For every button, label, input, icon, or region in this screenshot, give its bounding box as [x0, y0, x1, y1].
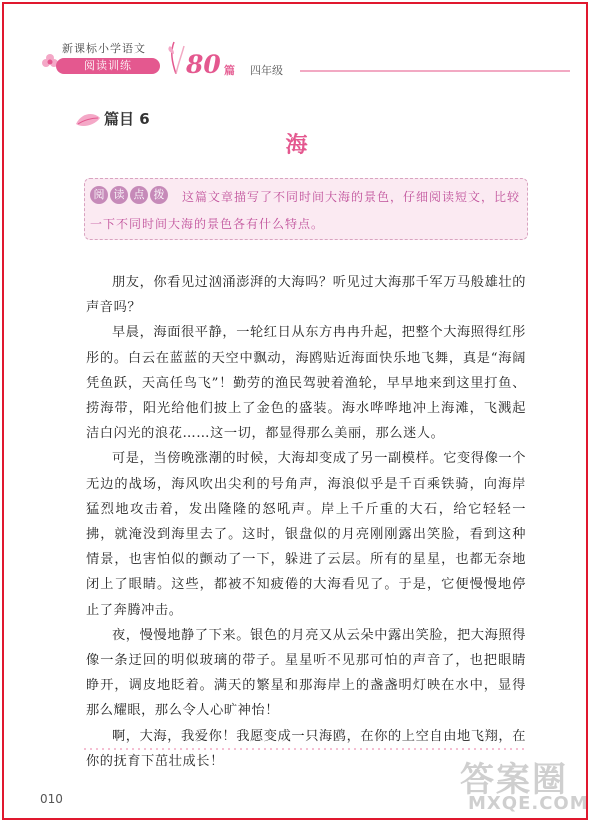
paragraph: 夜，慢慢地静了下来。银色的月亮又从云朵中露出笑脸，把大海照得像一条迂回的明似玻璃的带子。星星听不见那可怕的声音了，也把眼睛睁开，调皮地眨着。满天的繁星和那海岸上的盏盏明灯映在水中，显得那么耀眼，那么令人心旷神怡！ — [86, 627, 526, 719]
paragraph: 早晨，海面很平静，一轮红日从东方冉冉升起，把整个大海照得红彤彤的。白云在蓝蓝的天空中飘动，海鸥贴近海面快乐地飞舞，真是“海阔凭鱼跃，天高任鸟飞”！勤劳的渔民驾驶着渔轮，早早地来到这里打鱼、捞海带，阳光给他们披上了金色的盛装。海水哗哗地冲上海滩，飞溅起洁白闪光的浪花……这一切，都显得那么美丽，那么迷人。 — [86, 325, 526, 442]
article-title: 海 — [285, 133, 308, 158]
paragraph: 朋友，你看见过汹涌澎湃的大海吗？听见过大海那千军万马般雄壮的声音吗？ — [86, 275, 526, 316]
leaf-decoration-icon — [164, 40, 188, 74]
paragraph: 可是，当傍晚涨潮的时候，大海却变成了另一副模样。它变得像一个无边的战场，海风吹出尖利的号角声，海浪似乎是千百乘铁骑，向海岸猛烈地攻击着，发出隆隆的怒吼声。岸上千斤重的大石，给它轻轻一拂，就淹没到海里去了。这时，银盘似的月亮刚刚露出笑脸，看到这种情景，也害怕似的颤动了一下，躲进了云层。所有的星星，也都无奈地闭上了眼睛。这些，都被不知疲倦的大海看见了。于是，它便慢慢地停止了奔腾冲击。 — [86, 451, 526, 618]
book-unit: 篇 — [224, 64, 235, 77]
tip-badge: 点 — [130, 186, 148, 204]
series-title: 新课标小学语文 — [62, 42, 146, 55]
watermark-logo: 答案圈 — [460, 760, 568, 800]
tip-badge: 阅 — [90, 186, 108, 204]
watermark-url: MXQE.COM — [468, 793, 589, 814]
dotted-divider — [84, 744, 524, 754]
page-number: 010 — [40, 792, 63, 806]
header-divider — [300, 70, 570, 72]
leaf-icon — [74, 110, 102, 130]
tip-badge: 拨 — [150, 186, 168, 204]
section-label: 篇目 6 — [104, 110, 150, 128]
tip-badge: 读 — [110, 186, 128, 204]
paragraph: 啊，大海，我爱你！我愿变成一只海鸥，在你的上空自由地飞翔，在你的抚育下茁壮成长！ — [86, 728, 526, 769]
article-body — [86, 270, 526, 774]
subtitle-pill: 阅读训练 — [56, 58, 160, 74]
reading-tip-text: 这篇文章描写了不同时间大海的景色，仔细阅读短文，比较一下不同时间大海的景色各有什么特点。 — [90, 190, 521, 231]
book-number: 80 — [186, 50, 221, 79]
grade-label: 四年级 — [250, 64, 283, 77]
